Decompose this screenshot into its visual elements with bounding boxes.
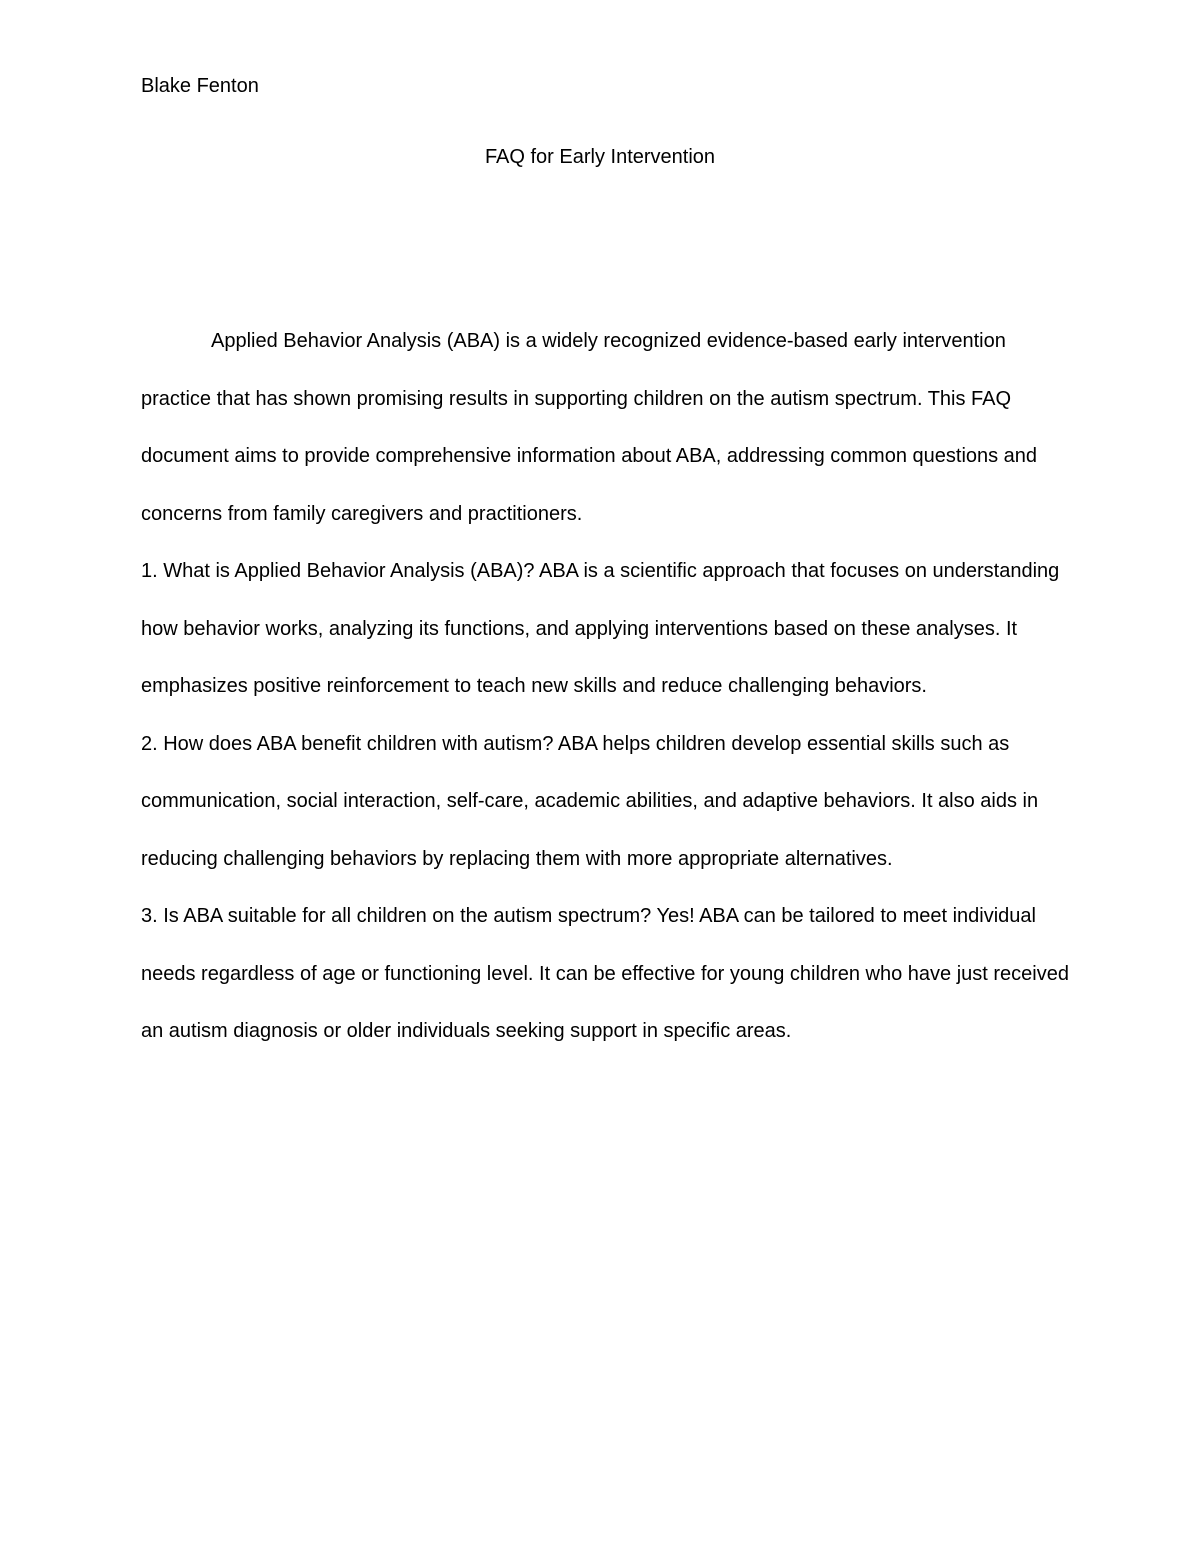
faq-item-3: 3. Is ABA suitable for all children on the autism spectrum? Yes! ABA can be tailored to meet individual needs regardless of age or functioning level. It can be effective for young children who have just received an autism diagnosis or older individuals seeking support in specific areas.	[141, 905, 1069, 1042]
document-title: FAQ for Early Intervention	[484, 146, 716, 168]
intro-paragraph: Applied Behavior Analysis (ABA) is a widely recognized evidence-based early intervention practice that has shown promising results in supporting children on the autism spectrum. This FAQ document aims to provide comprehensive information about ABA, addressing common questions and concerns from family caregivers and practitioners.	[141, 330, 1038, 525]
author-name: Blake Fenton	[141, 75, 259, 97]
faq-item-2: 2. How does ABA benefit children with autism? ABA helps children develop essential skills such as communication, social interaction, self-care, academic abilities, and adaptive behaviors. It also aids in reducing challenging behaviors by replacing them with more appropriate alternatives.	[141, 732, 1039, 870]
document-body	[141, 313, 1071, 1061]
faq-item-1: 1. What is Applied Behavior Analysis (ABA)? ABA is a scientific approach that focuses on understanding how behavior works, analyzing its functions, and applying interventions based on these analyses. It emphasizes positive reinforcement to teach new skills and reduce challenging behaviors.	[141, 560, 1060, 697]
